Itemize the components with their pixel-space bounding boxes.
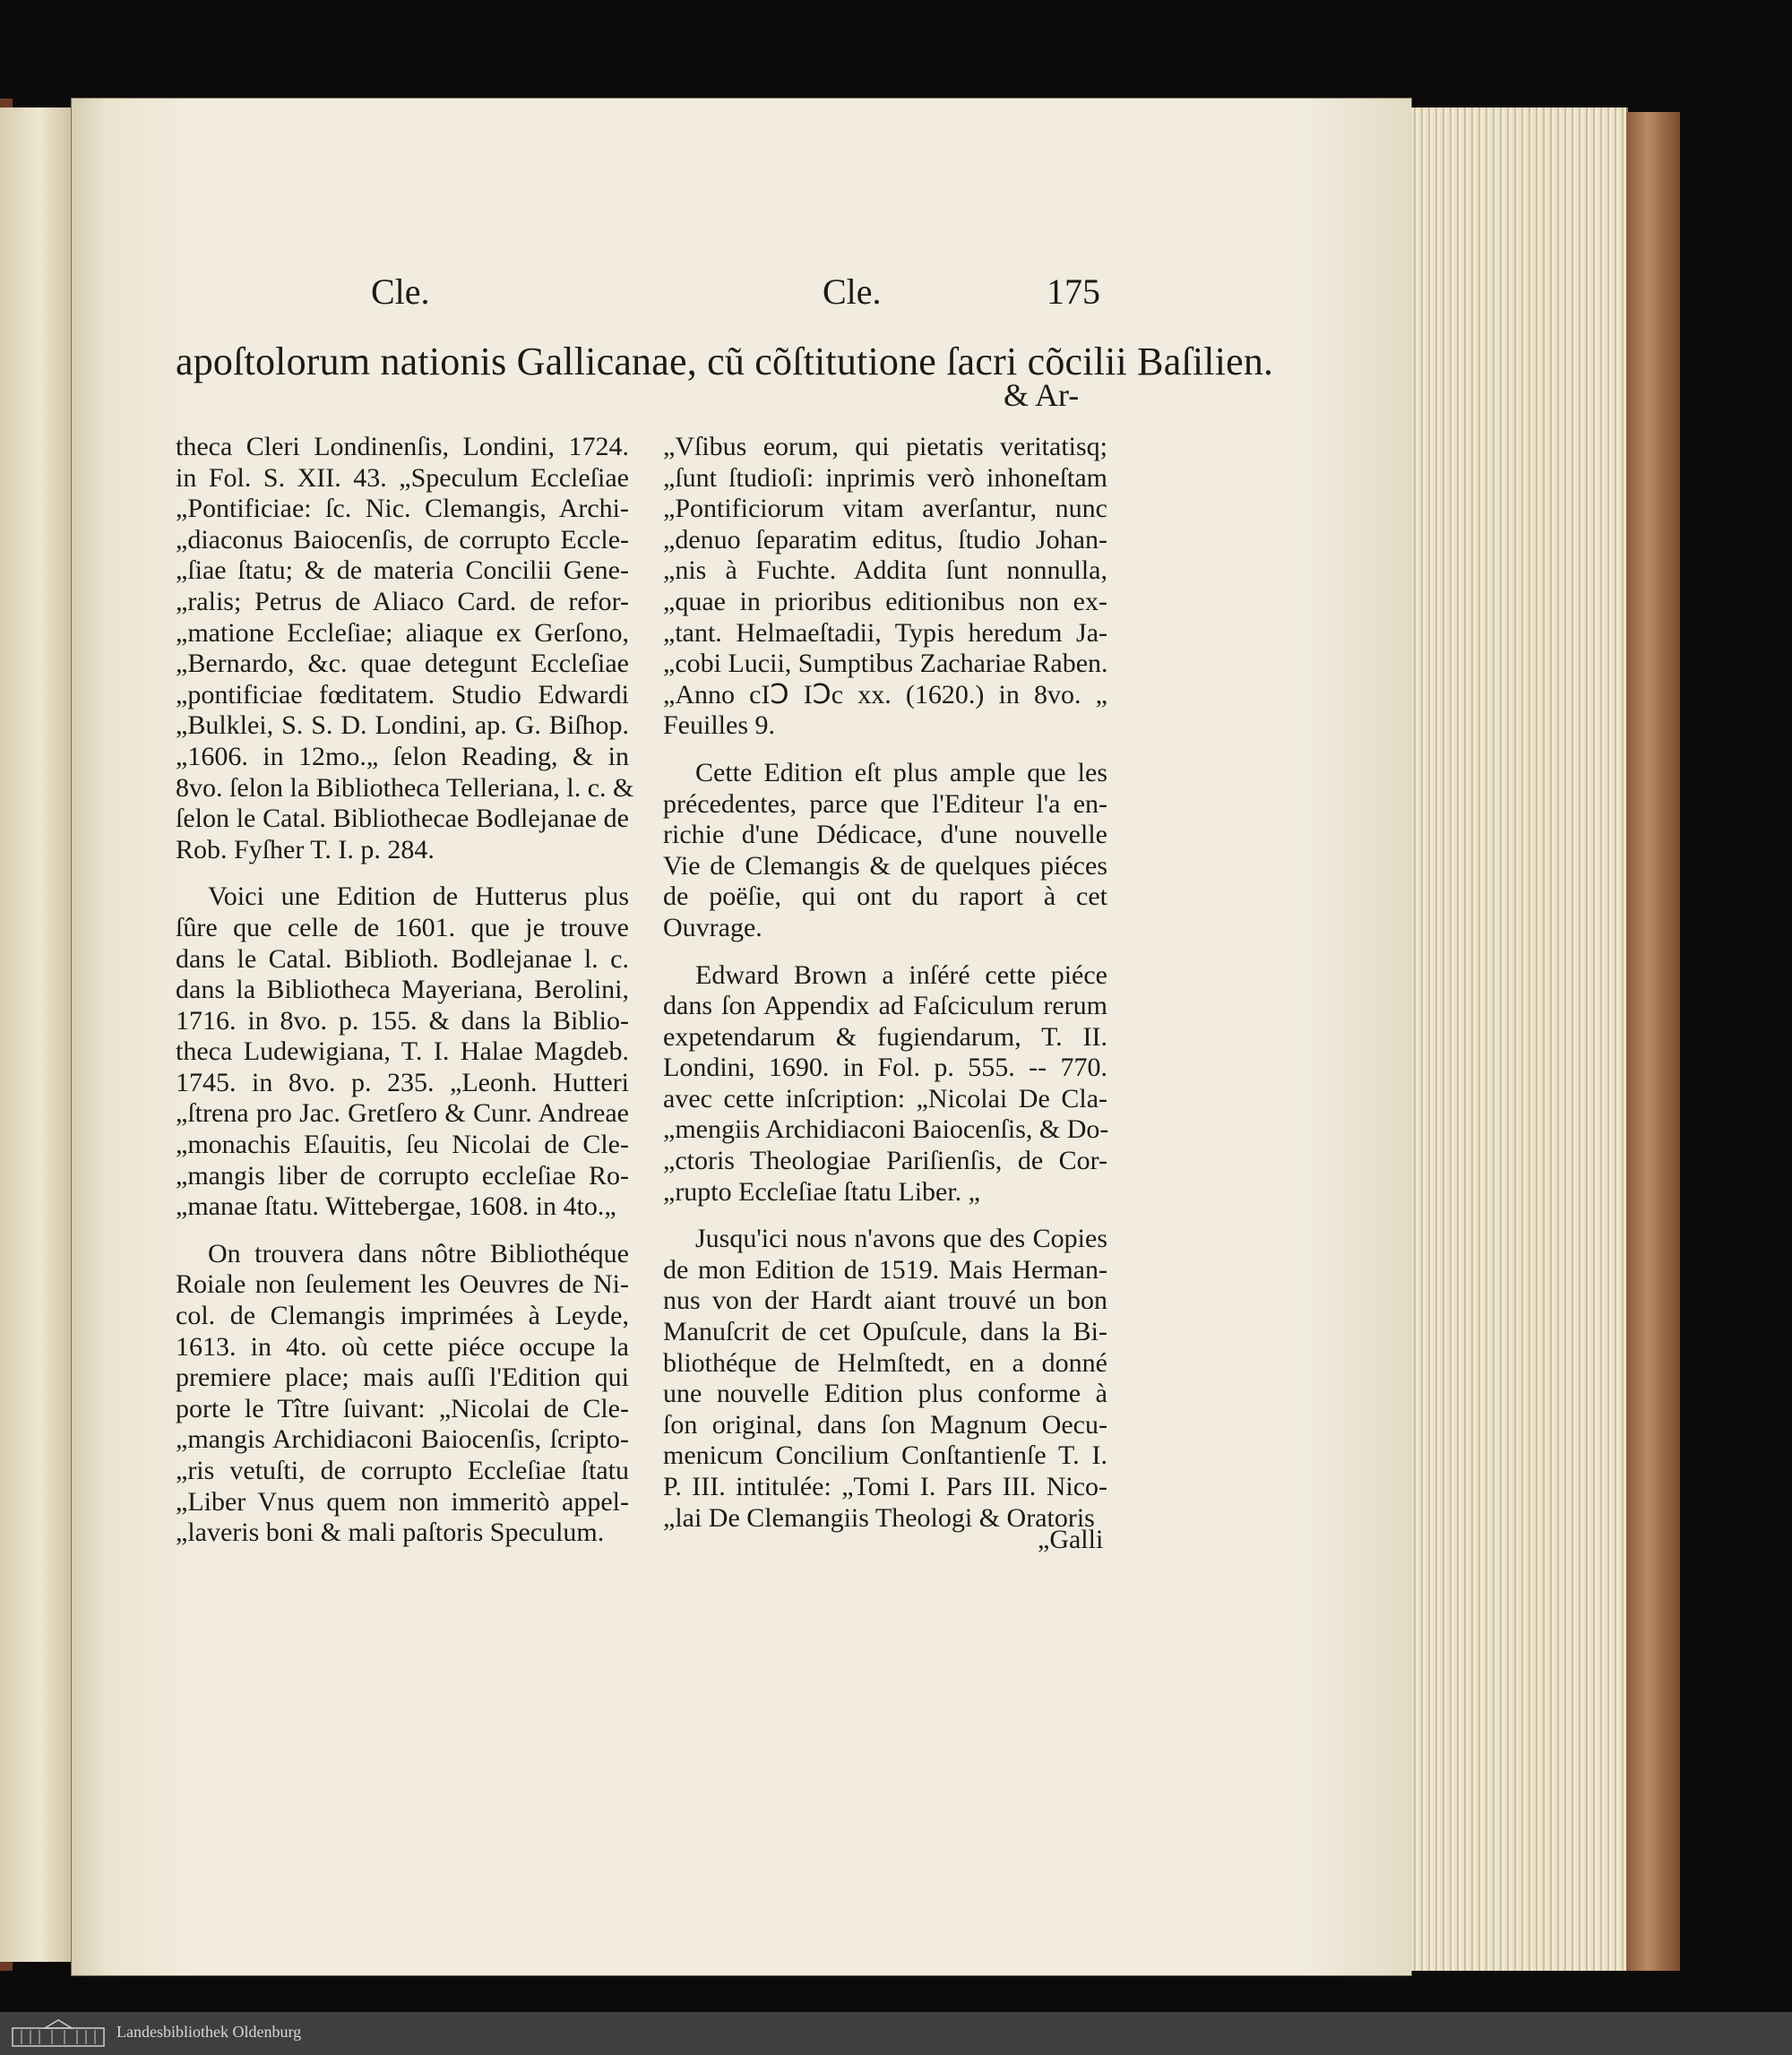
text-line: „cobi Lucii, Sumptibus Zachariae Raben.: [663, 649, 1108, 679]
text-line: une nouvelle Edition plus conforme à: [663, 1379, 1107, 1409]
text-line: 1745. in 8vo. p. 235. „Leonh. Hutteri: [176, 1067, 629, 1097]
text-line: „tant. Helmaeſtadii, Typis heredum Ja-: [663, 617, 1107, 648]
running-line: apoſtolorum nationis Gallicanae, cũ cõſtitutione ſacri cõcilii Baſilien.: [176, 340, 1274, 383]
text-line: Voici une Edition de Hutterus plus: [208, 881, 629, 912]
text-line: „quae in prioribus editionibus non ex-: [663, 586, 1107, 616]
text-line: de mon Edition de 1519. Mais Herman-: [663, 1254, 1107, 1285]
text-line: On trouvera dans nôtre Bibliothéque: [208, 1238, 629, 1268]
text-line: richie d'une Dédicace, d'une nouvelle: [663, 820, 1107, 850]
text-line: ſûre que celle de 1601. que je trouve: [176, 912, 629, 942]
text-line: col. de Clemangis imprimées à Leyde,: [176, 1301, 629, 1331]
text-line: avec cette inſcription: „Nicolai De Cla-: [663, 1083, 1107, 1113]
catchword: „Galli: [1038, 1525, 1104, 1554]
text-line: dans la Bibliotheca Mayeriana, Berolini,: [176, 975, 629, 1005]
text-line: porte le Tître ſuivant: „Nicolai de Cle-: [176, 1393, 629, 1423]
text-line: menicum Concilium Conſtantienſe T. I.: [663, 1440, 1107, 1471]
paragraph-gap: [663, 944, 1107, 960]
text-line: „laveris boni & mali paſtoris Speculum.: [176, 1518, 605, 1548]
text-line: „pontificiae fœditatem. Studio Edwardi: [176, 679, 629, 709]
text-line: „matione Eccleſiae; aliaque ex Gerſono,: [176, 617, 629, 648]
text-line: „Pontificiorum vitam averſantur, nunc: [663, 494, 1107, 524]
text-line: bliothéque de Helmſtedt, en a donné: [663, 1347, 1107, 1378]
text-line: in Fol. S. XII. 43. „Speculum Eccleſiae: [176, 462, 629, 493]
text-line: précedentes, parce que l'Editeur l'a en-: [663, 788, 1107, 819]
text-line: „mangis liber de corrupto eccleſiae Ro-: [176, 1160, 629, 1191]
text-line: 1613. in 4to. où cette piéce occupe la: [176, 1331, 629, 1362]
text-line: de poëſie, qui ont du raport à cet: [663, 881, 1107, 912]
text-line: „ctoris Theologiae Pariſienſis, de Cor-: [663, 1146, 1107, 1176]
paragraph-gap: [176, 865, 629, 881]
text-line: Londini, 1690. in Fol. p. 555. -- 770.: [663, 1053, 1107, 1083]
text-line: Manuſcrit de cet Opuſcule, dans la Bi-: [663, 1317, 1107, 1347]
text-line: „nis à Fuchte. Addita ſunt nonnulla,: [663, 555, 1107, 586]
text-line: dans ſon Appendix ad Faſciculum rerum: [663, 991, 1107, 1021]
paragraph-gap: [663, 742, 1107, 758]
text-line: 8vo. ſelon la Bibliotheca Telleriana, l. c. &: [176, 772, 634, 803]
continued-line: & Ar-: [1004, 377, 1080, 413]
text-line: „ſunt ſtudioſi: inprimis verò inhoneſtam: [663, 462, 1107, 493]
library-building-icon: [9, 2017, 108, 2050]
text-line: Feuilles 9.: [663, 710, 775, 741]
text-line: Ouvrage.: [663, 912, 762, 942]
header-left: Cle.: [371, 271, 430, 312]
text-line: „ris vetuſti, de corrupto Eccleſiae ſtatu: [176, 1456, 629, 1485]
text-line: Jusqu'ici nous n'avons que des Copies: [695, 1224, 1107, 1254]
text-line: „Bernardo, &c. quae detegunt Eccleſiae: [176, 649, 629, 679]
text-line: „ſtrena pro Jac. Gretſero & Cunr. Andreae: [176, 1098, 629, 1129]
text-line: „mangis Archidiaconi Baiocenſis, ſcripto-: [176, 1424, 629, 1455]
text-line: „Anno cIↃ IↃc xx. (1620.) in 8vo. „: [663, 679, 1107, 709]
footer-bar: [0, 2012, 1792, 2055]
text-line: „rupto Eccleſiae ſtatu Liber. „: [663, 1176, 980, 1207]
text-line: „manae ſtatu. Wittebergae, 1608. in 4to.„: [176, 1191, 616, 1222]
text-line: „Vſibus eorum, qui pietatis veritatisq;: [663, 432, 1107, 461]
text-line: „ſiae ſtatu; & de materia Concilii Gene-: [176, 555, 629, 586]
text-line: dans le Catal. Biblioth. Bodlejanae l. c.: [176, 943, 629, 974]
header-center: Cle.: [823, 271, 882, 312]
text-line: premiere place; mais auſſi l'Edition qui: [176, 1363, 629, 1393]
text-line: theca Ludewigiana, T. I. Halae Magdeb.: [176, 1036, 629, 1067]
text-line: ſelon le Catal. Bibliothecae Bodlejanae de: [176, 804, 629, 834]
text-line: Vie de Clemangis & de quelques piéces: [663, 850, 1107, 881]
text-line: „Liber Vnus quem non immeritò appel-: [176, 1486, 629, 1517]
text-line: Roiale non ſeulement les Oeuvres de Ni-: [176, 1269, 629, 1300]
right-book-cover: [1626, 112, 1680, 1971]
left-page-edge: [0, 107, 74, 1962]
page-number: 175: [1047, 271, 1100, 312]
page-block-edges: [1411, 107, 1628, 1971]
text-line: expetendarum & fugiendarum, T. II.: [663, 1021, 1107, 1052]
right-column: [663, 432, 1107, 1534]
text-line: 1716. in 8vo. p. 155. & dans la Biblio-: [176, 1005, 629, 1036]
text-line: „mengiis Archidiaconi Baiocenſis, & Do-: [663, 1114, 1109, 1145]
text-line: „Bulklei, S. S. D. Londini, ap. G. Biſhop.: [176, 710, 629, 741]
text-line: P. III. intitulée: „Tomi I. Pars III. Nico-: [663, 1472, 1107, 1501]
text-line: „diaconus Baiocenſis, de corrupto Eccle-: [176, 524, 629, 555]
library-name: Landesbibliothek Oldenburg: [116, 2023, 302, 2041]
paragraph-gap: [176, 1223, 629, 1239]
text-line: „ralis; Petrus de Aliaco Card. de refor-: [176, 586, 629, 616]
text-line: theca Cleri Londinenſis, Londini, 1724.: [176, 432, 629, 461]
text-line: nus von der Hardt aiant trouvé un bon: [663, 1285, 1107, 1316]
text-line: „1606. in 12mo.„ ſelon Reading, & in: [176, 741, 629, 771]
paragraph-gap: [663, 1208, 1107, 1224]
text-line: „Pontificiae: ſc. Nic. Clemangis, Archi-: [176, 494, 629, 524]
left-column: [176, 432, 634, 1549]
text-line: „denuo ſeparatim editus, ſtudio Johan-: [663, 524, 1107, 555]
text-line: Cette Edition eſt plus ample que les: [695, 757, 1107, 787]
text-line: ſon original, dans ſon Magnum Oecu-: [663, 1409, 1107, 1440]
text-line: Edward Brown a inſéré cette piéce: [695, 959, 1107, 990]
text-line: „monachis Eſauitis, ſeu Nicolai de Cle-: [176, 1130, 629, 1160]
text-line: „lai De Clemangiis Theologi & Oratoris: [663, 1502, 1095, 1533]
text-line: Rob. Fyſher T. I. p. 284.: [176, 834, 435, 864]
